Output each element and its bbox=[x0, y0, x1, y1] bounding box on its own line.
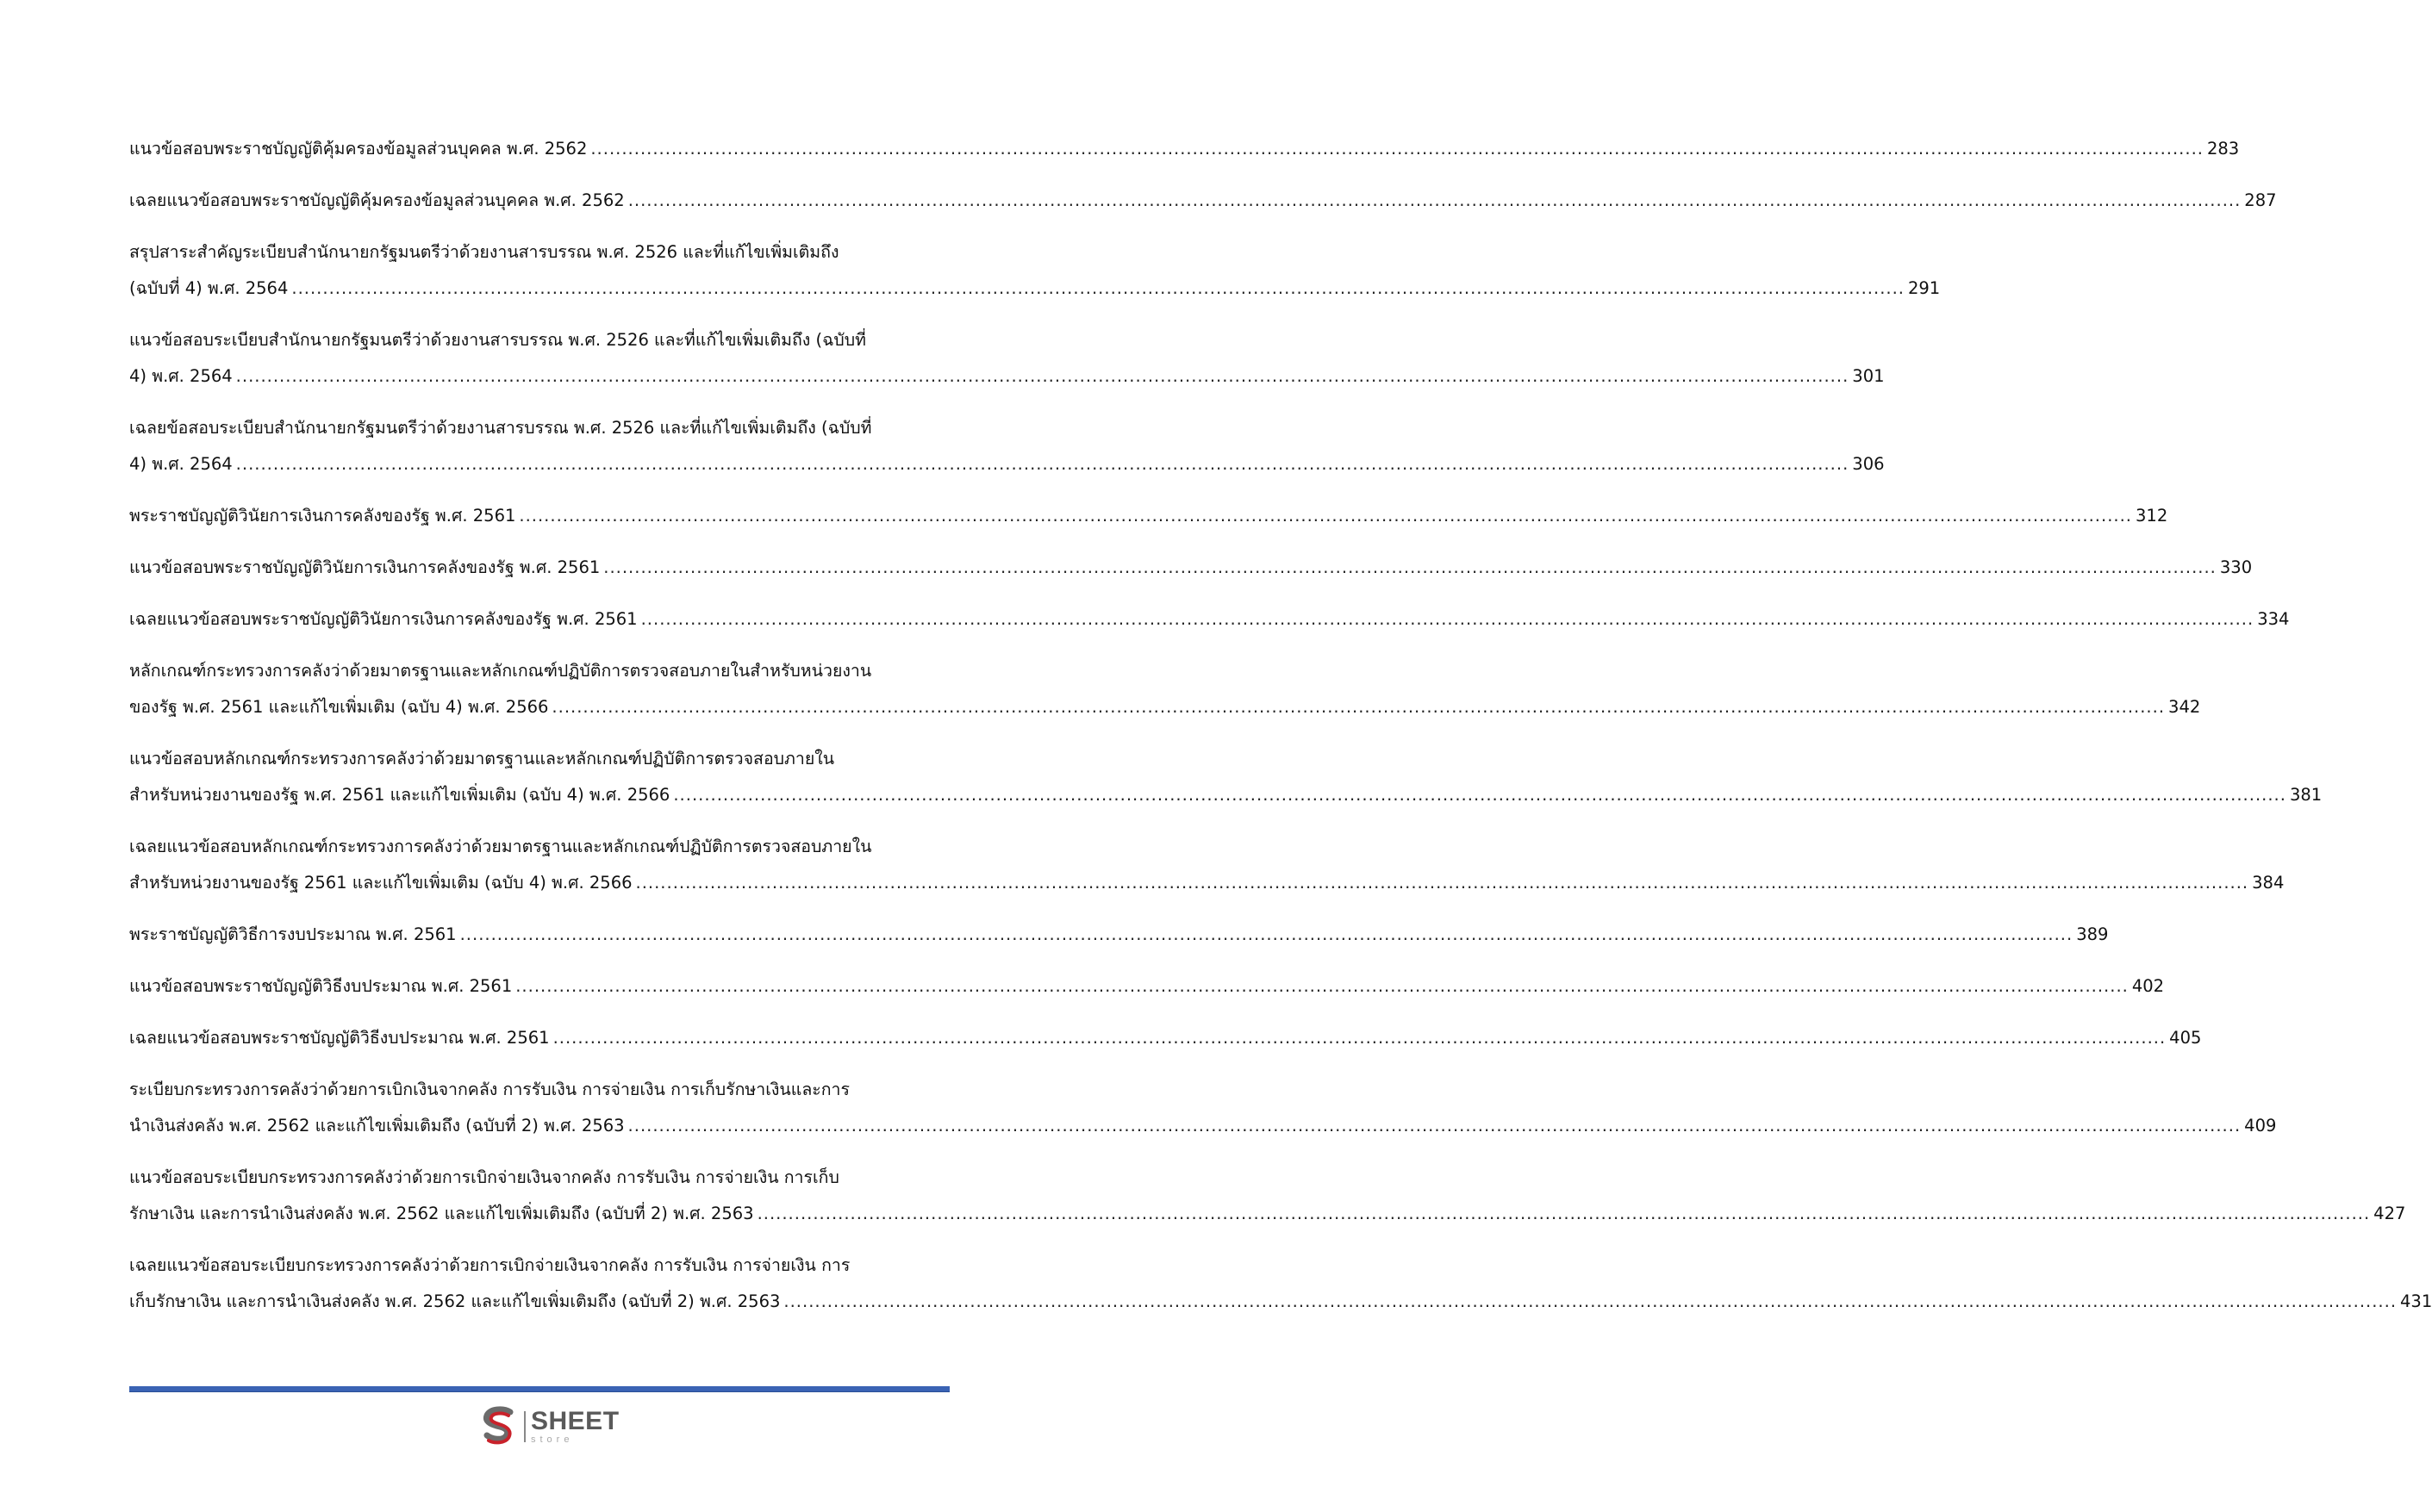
dot-leader: .................................................................................................................................................................................................................................................................... bbox=[552, 1028, 2167, 1048]
toc-entry-title-line: แนวข้อสอบระเบียบกระทรวงการคลังว่าด้วยการเบิกจ่ายเงินจากคลัง การรับเงิน การจ่ายเงิน การเก็บ bbox=[129, 1167, 839, 1187]
logo-subtitle: store bbox=[531, 1434, 574, 1445]
toc-entry bbox=[129, 498, 2168, 534]
toc-entry-title-line: (ฉบับที่ 4) พ.ศ. 2564 bbox=[129, 278, 289, 298]
toc-entry bbox=[129, 322, 1885, 395]
sheet-store-logo bbox=[477, 1404, 624, 1449]
toc-entry bbox=[129, 131, 2240, 167]
toc-entry-title-line: ของรัฐ พ.ศ. 2561 และแก้ไขเพิ่มเติม (ฉบับ 4) พ.ศ. 2566 bbox=[129, 697, 549, 717]
toc-entry-title-line: เฉลยข้อสอบระเบียบสำนักนายกรัฐมนตรีว่าด้วยงานสารบรรณ พ.ศ. 2526 และที่แก้ไขเพิ่มเติมถึง (ฉบับที่ bbox=[129, 418, 872, 438]
toc-entry-title-line: แนวข้อสอบระเบียบสำนักนายกรัฐมนตรีว่าด้วยงานสารบรรณ พ.ศ. 2526 และที่แก้ไขเพิ่มเติมถึง (ฉบับที่ bbox=[129, 330, 867, 350]
sheet-store-logo-icon bbox=[477, 1405, 521, 1448]
toc-page-number: 431 bbox=[2400, 1291, 2432, 1311]
toc-entry bbox=[129, 1072, 2277, 1144]
toc-page-number: 312 bbox=[2136, 506, 2168, 526]
toc-entry-title-line: 4) พ.ศ. 2564 bbox=[129, 454, 233, 474]
logo-wordmark: SHEET bbox=[531, 1407, 620, 1435]
dot-leader: .................................................................................................................................................................................................................................................................... bbox=[673, 785, 2286, 805]
toc-entry-last-line bbox=[129, 498, 2168, 534]
footer-rule bbox=[129, 1386, 950, 1392]
toc-entry-title-line: แนวข้อสอบพระราชบัญญัติวิธีงบประมาณ พ.ศ. 2561 bbox=[129, 976, 513, 996]
toc-entry-title-line: ระเบียบกระทรวงการคลังว่าด้วยการเบิกเงินจากคลัง การรับเงิน การจ่ายเงิน การเก็บรักษาเงินและการ bbox=[129, 1080, 850, 1099]
toc-entry bbox=[129, 183, 2277, 219]
toc-page-number: 427 bbox=[2373, 1204, 2406, 1223]
toc-entry bbox=[129, 653, 2201, 725]
dot-leader: .................................................................................................................................................................................................................................................................... bbox=[627, 1116, 2242, 1136]
toc-entry bbox=[129, 1248, 2432, 1320]
dot-leader: .................................................................................................................................................................................................................................................................... bbox=[515, 976, 2129, 996]
toc-page-number: 291 bbox=[1907, 278, 1941, 298]
toc-entry-title-line: แนวข้อสอบพระราชบัญญัติคุ้มครองข้อมูลส่วนบุคคล พ.ศ. 2562 bbox=[129, 139, 588, 159]
toc-page-number: 402 bbox=[2131, 976, 2165, 996]
toc-entry-title-line: นำเงินส่งคลัง พ.ศ. 2562 และแก้ไขเพิ่มเติมถึง (ฉบับที่ 2) พ.ศ. 2563 bbox=[129, 1116, 625, 1136]
toc-entry-last-line bbox=[129, 183, 2277, 219]
toc-entry-last-line bbox=[129, 446, 1885, 482]
toc-entry-last-line bbox=[129, 271, 1941, 307]
dot-leader: .................................................................................................................................................................................................................................................................... bbox=[235, 366, 1849, 386]
toc-page-number: 287 bbox=[2244, 190, 2277, 210]
dot-leader: .................................................................................................................................................................................................................................................................... bbox=[635, 873, 2249, 893]
dot-leader: .................................................................................................................................................................................................................................................................... bbox=[627, 190, 2242, 210]
toc-page-number: 381 bbox=[2289, 785, 2323, 805]
toc-entry bbox=[129, 234, 1941, 307]
toc-entry-title-line: พระราชบัญญัติวิธีการงบประมาณ พ.ศ. 2561 bbox=[129, 924, 457, 944]
toc-entry-last-line bbox=[129, 865, 2285, 901]
toc-entry-title-line: เฉลยแนวข้อสอบหลักเกณฑ์กระทรวงการคลังว่าด้วยมาตรฐานและหลักเกณฑ์ปฏิบัติการตรวจสอบภายใน bbox=[129, 837, 872, 856]
toc-entry bbox=[129, 968, 2165, 1005]
toc-entry bbox=[129, 741, 2323, 813]
toc-page-number: 409 bbox=[2244, 1116, 2277, 1136]
logo-divider bbox=[524, 1411, 526, 1442]
toc-entry-last-line bbox=[129, 601, 2290, 638]
toc-entry-title-line: แนวข้อสอบหลักเกณฑ์กระทรวงการคลังว่าด้วยมาตรฐานและหลักเกณฑ์ปฏิบัติการตรวจสอบภายใน bbox=[129, 749, 835, 768]
toc-entry-last-line bbox=[129, 1284, 2432, 1320]
toc-entry-last-line bbox=[129, 968, 2165, 1005]
toc-entry-last-line bbox=[129, 917, 2109, 953]
toc-entry-title-line: แนวข้อสอบพระราชบัญญัติวินัยการเงินการคลังของรัฐ พ.ศ. 2561 bbox=[129, 557, 601, 577]
toc-entry-title-line: 4) พ.ศ. 2564 bbox=[129, 366, 233, 386]
toc-page-number: 389 bbox=[2076, 924, 2109, 944]
toc-entry bbox=[129, 917, 2109, 953]
toc-entry bbox=[129, 1160, 2406, 1232]
toc-entry bbox=[129, 829, 2285, 901]
toc-entry-last-line bbox=[129, 689, 2201, 725]
toc-entry-title-line: เก็บรักษาเงิน และการนำเงินส่งคลัง พ.ศ. 2562 และแก้ไขเพิ่มเติมถึง (ฉบับที่ 2) พ.ศ. 2563 bbox=[129, 1291, 781, 1311]
dot-leader: .................................................................................................................................................................................................................................................................... bbox=[640, 609, 2254, 629]
dot-leader: .................................................................................................................................................................................................................................................................... bbox=[590, 139, 2204, 159]
toc-entry bbox=[129, 550, 2253, 586]
toc-entry-title-line: เฉลยแนวข้อสอบระเบียบกระทรวงการคลังว่าด้วยการเบิกจ่ายเงินจากคลัง การรับเงิน การจ่ายเงิน การ bbox=[129, 1255, 851, 1275]
toc-entry-last-line bbox=[129, 777, 2323, 813]
toc-entry-title-line: เฉลยแนวข้อสอบพระราชบัญญัติวินัยการเงินการคลังของรัฐ พ.ศ. 2561 bbox=[129, 609, 638, 629]
toc-page-number: 301 bbox=[1852, 366, 1885, 386]
toc-entry-title-line: พระราชบัญญัติวินัยการเงินการคลังของรัฐ พ.ศ. 2561 bbox=[129, 506, 516, 526]
toc-page-number: 283 bbox=[2206, 139, 2240, 159]
toc-entry-title-line: สำหรับหน่วยงานของรัฐ พ.ศ. 2561 และแก้ไขเพิ่มเติม (ฉบับ 4) พ.ศ. 2566 bbox=[129, 785, 670, 805]
dot-leader: .................................................................................................................................................................................................................................................................... bbox=[235, 454, 1849, 474]
table-of-contents bbox=[129, 131, 2432, 1335]
dot-leader: .................................................................................................................................................................................................................................................................... bbox=[291, 278, 1905, 298]
dot-leader: .................................................................................................................................................................................................................................................................... bbox=[459, 924, 2073, 944]
toc-entry-last-line bbox=[129, 131, 2240, 167]
toc-entry-last-line bbox=[129, 1020, 2202, 1056]
dot-leader: .................................................................................................................................................................................................................................................................... bbox=[603, 557, 2217, 577]
toc-entry-title-line: สรุปสาระสำคัญระเบียบสำนักนายกรัฐมนตรีว่าด้วยงานสารบรรณ พ.ศ. 2526 และที่แก้ไขเพิ่มเติมถึง bbox=[129, 242, 839, 262]
toc-page-number: 334 bbox=[2257, 609, 2290, 629]
toc-page-number: 384 bbox=[2252, 873, 2285, 893]
toc-entry-title-line: หลักเกณฑ์กระทรวงการคลังว่าด้วยมาตรฐานและหลักเกณฑ์ปฏิบัติการตรวจสอบภายในสำหรับหน่วยงาน bbox=[129, 661, 872, 681]
toc-entry bbox=[129, 410, 1885, 482]
toc-entry bbox=[129, 1020, 2202, 1056]
dot-leader: .................................................................................................................................................................................................................................................................... bbox=[519, 506, 2132, 526]
toc-page-number: 405 bbox=[2169, 1028, 2202, 1048]
toc-entry-title-line: สำหรับหน่วยงานของรัฐ 2561 และแก้ไขเพิ่มเติม (ฉบับ 4) พ.ศ. 2566 bbox=[129, 873, 633, 893]
toc-entry-title-line: เฉลยแนวข้อสอบพระราชบัญญัติวิธีงบประมาณ พ.ศ. 2561 bbox=[129, 1028, 550, 1048]
dot-leader: .................................................................................................................................................................................................................................................................... bbox=[783, 1291, 2398, 1311]
toc-page-number: 342 bbox=[2168, 697, 2201, 717]
toc-entry-last-line bbox=[129, 550, 2253, 586]
toc-page-number: 330 bbox=[2219, 557, 2253, 577]
toc-entry-last-line bbox=[129, 1108, 2277, 1144]
toc-page-number: 306 bbox=[1852, 454, 1885, 474]
toc-entry-last-line bbox=[129, 358, 1885, 395]
toc-entry-title-line: รักษาเงิน และการนำเงินส่งคลัง พ.ศ. 2562 และแก้ไขเพิ่มเติมถึง (ฉบับที่ 2) พ.ศ. 2563 bbox=[129, 1204, 754, 1223]
dot-leader: .................................................................................................................................................................................................................................................................... bbox=[552, 697, 2166, 717]
toc-entry-last-line bbox=[129, 1196, 2406, 1232]
dot-leader: .................................................................................................................................................................................................................................................................... bbox=[757, 1204, 2371, 1223]
toc-entry bbox=[129, 601, 2290, 638]
toc-entry-title-line: เฉลยแนวข้อสอบพระราชบัญญัติคุ้มครองข้อมูลส่วนบุคคล พ.ศ. 2562 bbox=[129, 190, 625, 210]
